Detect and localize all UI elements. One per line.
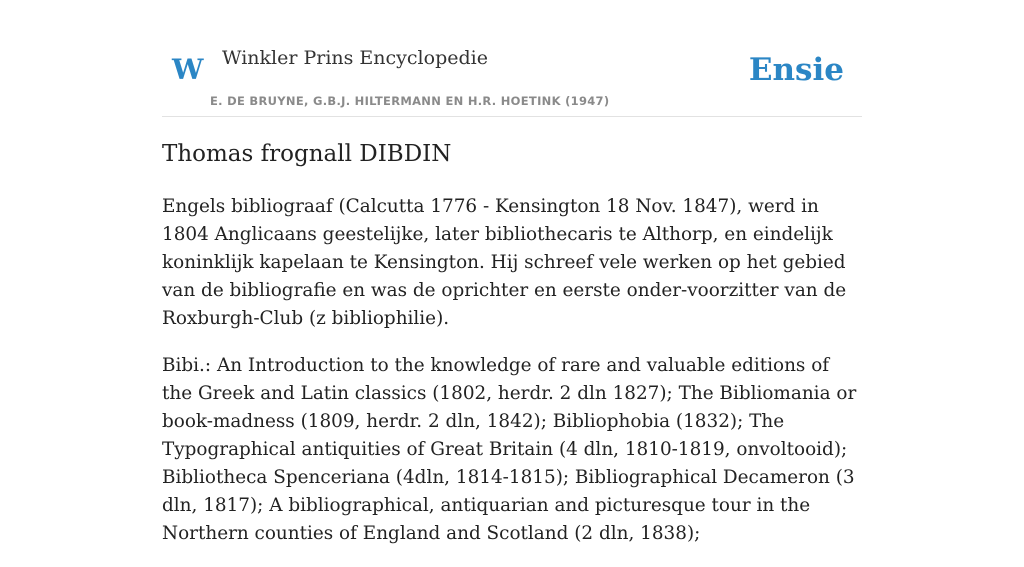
ensie-logo-link[interactable]: Ensie — [748, 52, 844, 88]
winkler-prins-logo[interactable]: W — [172, 53, 204, 86]
article-title: Thomas frognall DIBDIN — [162, 141, 452, 167]
article-paragraph: Bibi.: An Introduction to the knowledge of rare and valuable editions of the Greek and Latin classics (1802, herdr. 2 dln 1827); The Bibliomania or book-madness (1809, herdr. 2 dln, 1842); Bibliophobia (1832); The Typographical antiquities of Great Britain (4 dln, 1810-1819, onvoltooid); Bibliotheca Spenceriana (4dln, 1814-1815); Bibliographical Decameron (3 dln, 1817); A bibliographical, antiquarian and picturesque tour in the Northern counties of England and Scotland (2 dln, 1838); — [162, 355, 857, 544]
book-authors: E. DE BRUYNE, G.B.J. HILTERMANN EN H.R. HOETINK (1947) — [210, 94, 610, 108]
book-title-link[interactable]: Winkler Prins Encyclopedie — [222, 47, 488, 69]
header — [162, 0, 862, 117]
article-body — [162, 193, 862, 548]
article — [162, 132, 862, 567]
article-paragraph: Engels bibliograaf (Calcutta 1776 - Kensington 18 Nov. 1847), werd in 1804 Anglicaans geestelijke, later bibliothecaris te Althorp, en eindelijk koninklijk kapelaan te Kensington. Hij schreef vele werken op het gebied van de bibliografie en was de oprichter en eerste onder-voorzitter van de Roxburgh-Club (z bibliophilie). — [162, 196, 847, 329]
